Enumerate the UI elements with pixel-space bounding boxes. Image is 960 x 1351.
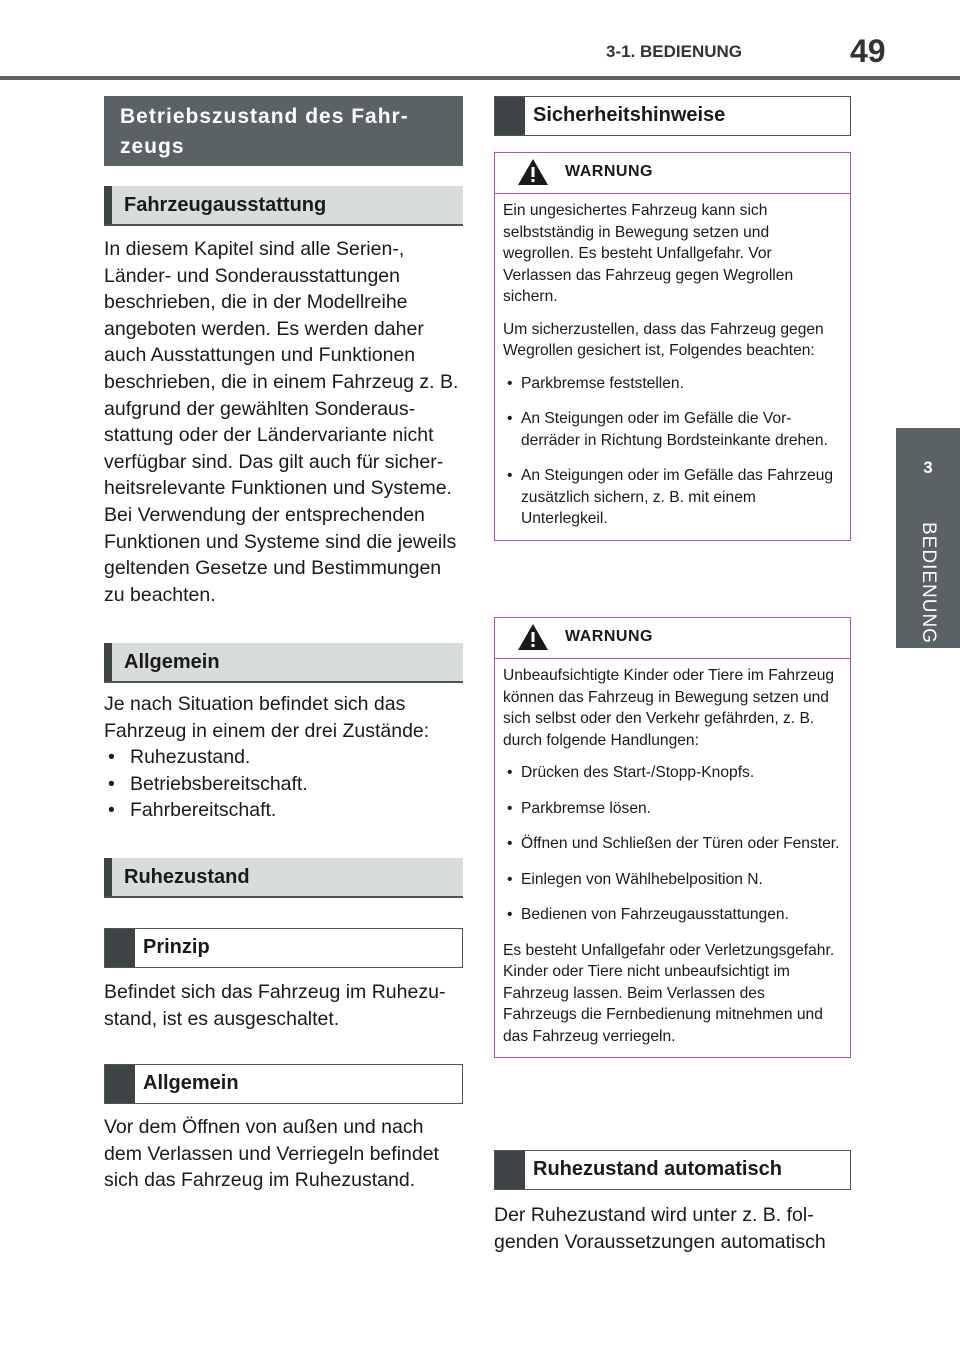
paragraph-ruhezustand-automatisch: Der Ruhezustand wird unter z. B. folgenden Voraussetzungen automatisch xyxy=(494,1204,826,1253)
list-item: • Öffnen und Schließen der Türen oder Fenster. xyxy=(503,833,842,855)
list-item: • Ruhezustand. xyxy=(104,744,466,771)
list-item: • Parkbremse lösen. xyxy=(503,798,842,820)
heading-ruhezustand: Ruhezustand xyxy=(104,858,463,898)
section-title: Betriebszustand des Fahrzeugs xyxy=(104,96,463,166)
warning-list xyxy=(503,373,842,530)
warning-paragraph: Um sicherzustellen, dass das Fahrzeug gegen Wegrollen gesichert ist, Folgendes beachten: xyxy=(503,320,824,359)
paragraph-allgemein: Vor dem Öffnen von außen und nach dem Verlassen und Verriegeln befindet sich das Fahrzeug im Ruhezustand. xyxy=(104,1116,439,1192)
warning-list xyxy=(503,762,842,926)
list-item: • Einlegen von Wählhebelposition N. xyxy=(503,869,842,891)
warning-paragraph: Ein ungesichertes Fahrzeug kann sich selbstständig in Bewegung setzen und wegrollen. Es besteht Unfallgefahr. Vor Verlassen das Fahrzeug gegen Wegrollen sichern. xyxy=(503,202,794,305)
warning-header xyxy=(495,618,850,659)
chapter-tab-number[interactable]: 3 xyxy=(896,428,960,508)
paragraph-ausstattung: In diesem Kapitel sind alle Serien-, Länder- und Sonderausstattungen beschrieben, die in der Modellreihe angeboten werden. Es werden daher auch Ausstattungen und Funktionen beschrieben, die in einem Fahrzeug z. B. aufgrund der gewählten Sonderausstattung oder der Ländervariante nicht verfügbar sind. Das gilt auch für sicherheitsrelevante Funktionen und Systeme. Bei Verwendung der entsprechenden Funktionen und Systeme sind die jeweils geltenden Gesetze und Bestimmungen zu beachten. xyxy=(104,238,459,606)
warning-triangle-icon xyxy=(517,157,549,187)
list-item: • An Steigungen oder im Gefälle die Vorderräder in Richtung Bordsteinkante drehen. xyxy=(503,408,842,451)
list-item: • An Steigungen oder im Gefälle das Fahrzeug zusätzlich sichern, z. B. mit einem Unterlegkeil. xyxy=(503,465,842,530)
list-item: • Fahrbereitschaft. xyxy=(104,797,466,824)
list-item: • Bedienen von Fahrzeugausstattungen. xyxy=(503,904,842,926)
warning-header xyxy=(495,153,850,194)
subheading-allgemein: Allgemein xyxy=(104,1064,463,1104)
warning-box-kinder xyxy=(494,617,851,1058)
chapter-tab-label[interactable] xyxy=(896,508,960,648)
warning-box-wegrollen xyxy=(494,152,851,541)
subheading-sicherheitshinweise: Sicherheitshinweise xyxy=(494,96,851,136)
paragraph-zustaende: Je nach Situation befindet sich das Fahrzeug in einem der drei Zustände: xyxy=(104,693,430,742)
subheading-prinzip: Prinzip xyxy=(104,928,463,968)
warning-title: WARNUNG xyxy=(565,628,653,645)
running-header-section: 3-1. BEDIENUNG xyxy=(606,42,743,61)
paragraph-prinzip: Befindet sich das Fahrzeug im Ruhezustand, ist es ausgeschaltet. xyxy=(104,981,446,1030)
warning-body xyxy=(495,194,850,540)
list-item: • Parkbremse feststellen. xyxy=(503,373,842,395)
warning-title: WARNUNG xyxy=(565,163,653,180)
list-item: • Betriebsbereitschaft. xyxy=(104,771,466,798)
chapter-tab-label-text: BEDIENUNG xyxy=(918,522,939,644)
heading-fahrzeugausstattung: Fahrzeugausstattung xyxy=(104,186,463,226)
header-divider xyxy=(0,76,960,80)
warning-paragraph: Es besteht Unfallgefahr oder Verletzungsgefahr. Kinder oder Tiere nicht unbeaufsichtigt im Fahrzeug lassen. Beim Verlassen des Fahrzeugs die Fernbedienung mitnehmen und das Fahrzeug verriegeln. xyxy=(503,941,835,1045)
list-item: • Drücken des Start-/Stopp-Knopfs. xyxy=(503,762,842,784)
warning-paragraph: Unbeaufsichtigte Kinder oder Tiere im Fahrzeug können das Fahrzeug in Bewegung setzen und sich selbst oder den Verkehr gefährden, z. B. durch folgende Handlungen: xyxy=(503,667,835,749)
warning-body xyxy=(495,659,850,1057)
paragraph-zustaende-block xyxy=(104,691,466,824)
heading-allgemein: Allgemein xyxy=(104,643,463,683)
subheading-ruhezustand-automatisch: Ruhezustand automatisch xyxy=(494,1150,851,1190)
page-number: 49 xyxy=(850,33,886,69)
warning-triangle-icon xyxy=(517,622,549,652)
zustaende-list xyxy=(104,744,466,824)
